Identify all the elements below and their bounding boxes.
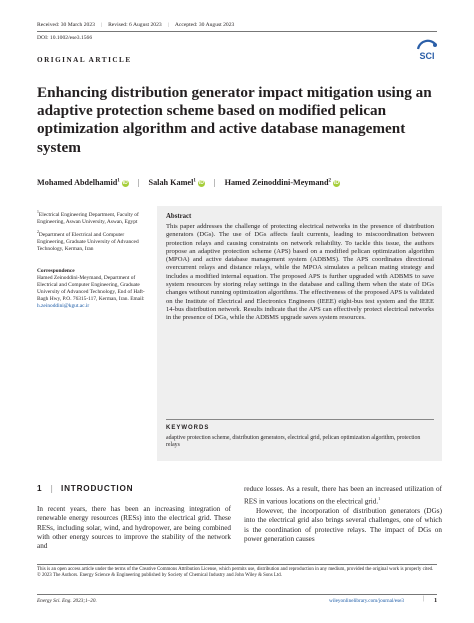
revised-date: Revised: 6 August 2023 xyxy=(108,22,162,28)
affiliation-item xyxy=(37,209,152,226)
article-dates xyxy=(37,22,234,28)
affiliations xyxy=(37,209,152,256)
body-left-column: In recent years, there has been an increasing integration of renewable energy resources (RESs) into the electrical grid. These RESs, including solar, wind, and hydropower, are being combined with other energy sources to improve the stability of the network and xyxy=(37,505,231,551)
affiliation-text: Electrical Engineering Department, Faculty of Engineering, Aswan University, Aswan, Egypt xyxy=(37,211,139,225)
accepted-date: Accepted: 30 August 2023 xyxy=(174,22,235,28)
journal-citation: Energy Sci. Eng. 2023;1–20. xyxy=(37,598,97,604)
sci-logo-icon xyxy=(412,36,442,66)
footer-rule xyxy=(37,564,437,565)
license-text: This is an open access article under the terms of the Creative Commons Attribution License, which permits use, distribution and reproduction in any medium, provided the original work is properly cited. xyxy=(37,567,434,572)
paper-title: Enhancing distribution generator impact mitigation using an adaptive protection scheme based on modified pelican optimization algorithm and active database management system xyxy=(37,84,432,156)
affiliation-item xyxy=(37,229,152,253)
keywords-rule xyxy=(166,419,434,420)
author-affiliation-mark: 1 xyxy=(117,178,120,184)
orcid-icon[interactable]: iD xyxy=(198,180,204,186)
abstract-heading: Abstract xyxy=(166,213,192,220)
affiliation-text: Department of Electrical and Computer Engineering, Graduate University of Advanced Technology, Kerman, Iran xyxy=(37,231,139,252)
correspondence xyxy=(37,268,155,311)
body-paragraph-text: reduce losses. As a result, there has been an increased utilization of RES in various locations on the electrical grid. xyxy=(244,485,442,506)
license-notice xyxy=(37,567,437,580)
keywords-text: adaptive protection scheme, distribution generators, electrical grid, pelican optimization algorithm, protection relays xyxy=(166,435,421,449)
section-number: 1 xyxy=(37,484,42,493)
author-name[interactable]: Salah Kamel xyxy=(148,178,194,187)
email-label: Email: xyxy=(130,296,145,303)
doi[interactable]: DOI: 10.1002/ese3.1566 xyxy=(37,35,93,41)
header-rule xyxy=(37,31,437,32)
correspondence-heading: Correspondence xyxy=(37,268,75,274)
section-separator: | xyxy=(51,484,53,493)
keywords-heading: KEYWORDS xyxy=(166,425,210,431)
affiliation-mark: 1 xyxy=(37,210,39,214)
citation-mark[interactable]: 1 xyxy=(378,496,381,502)
orcid-icon[interactable]: iD xyxy=(334,180,340,186)
copyright-text: © 2023 The Authors. Energy Science & Engineering published by Society of Chemical Industry and John Wiley & Sons Ltd. xyxy=(37,573,282,579)
bottom-rule xyxy=(37,594,437,595)
page-separator: | xyxy=(423,596,425,602)
orcid-icon[interactable]: iD xyxy=(122,180,128,186)
logo-text: SCI xyxy=(419,51,435,61)
affiliation-mark: 2 xyxy=(37,229,39,234)
body-paragraph xyxy=(244,485,442,507)
author-affiliation-mark: 1 xyxy=(193,178,196,184)
journal-url[interactable]: wileyonlinelibrary.com/journal/ese3 xyxy=(329,598,405,604)
section-title: INTRODUCTION xyxy=(61,484,134,493)
author-affiliation-mark: 2 xyxy=(328,178,332,184)
article-type: ORIGINAL ARTICLE xyxy=(37,56,132,64)
abstract-text: This paper addresses the challenge of protecting electrical networks in the presence of distribution generators (DGs). The use of DGs affects fault currents, leading to miscoordination between protection relays and causing constraints on network reliability. To tackle this issue, the authors propose an adaptive protection scheme (APS) based on a modified pelican optimization algorithm (MPOA) and active database management system (ADBMS). The APS coordinates directional overcurrent relays and distance relays, while the MPOA simulates a pelican mating strategy and includes a modified internal equation. The proposed APS is further upgraded with ADBMS to save system resources by storing relay settings in the database and calling them when the state of DGs changes without running optimization algorithms. The effectiveness of the proposed APS is validated on the Institute of Electrical and Electronics Engineers (IEEE) eight-bus test system and the IEEE 14-bus distribution network. Results indicate that the APS can effectively protect electrical networks in the presence of DGs, while the ADBMS upgrade saves system resources. xyxy=(166,223,434,322)
author-name[interactable]: Hamed Zeinoddini-Meymand xyxy=(224,178,329,187)
author-separator: | xyxy=(213,178,216,187)
email-link[interactable]: h.zeinoddini@kgut.ac.ir xyxy=(37,303,90,310)
correspondence-address: Hamed Zeinoddini-Meymand, Department of Electrical and Computer Engineering, Graduate University of Advanced Technology, End of Haft-Bagh Hwy, P.O. 76315-117, Kerman, Iran. xyxy=(37,275,145,303)
body-right-column xyxy=(244,485,442,544)
author-name[interactable]: Mohamed Abdelhamid xyxy=(37,178,118,187)
received-date: Received: 30 March 2023 xyxy=(37,22,95,28)
date-separator: | xyxy=(100,22,103,28)
body-paragraph: However, the incorporation of distribution generators (DGs) into the electrical grid also brings several challenges, one of which is the coordination of protective relays. The impact of DGs on power generation causes xyxy=(244,506,442,543)
author-separator: | xyxy=(137,178,140,187)
page-number: 1 xyxy=(434,597,438,604)
author-list xyxy=(37,178,340,187)
date-separator: | xyxy=(167,22,169,28)
